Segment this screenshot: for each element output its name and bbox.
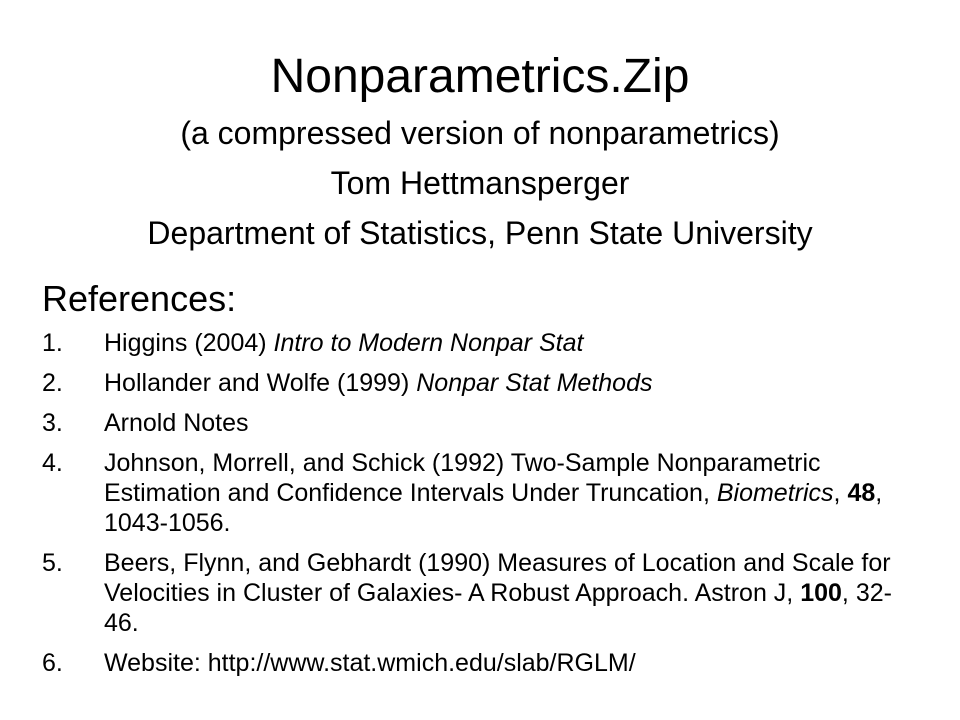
reference-text: Beers, Flynn, and Gebhardt (1990) Measures of Location and Scale for Velocities in Cluster of Galaxies- A Robust Approach. Astron J,: [104, 549, 891, 607]
references-heading: References:: [42, 278, 237, 319]
reference-number: 4.: [42, 449, 63, 477]
reference-number: 3.: [42, 409, 63, 437]
reference-pages: , 1043-1056.: [104, 479, 883, 537]
reference-pages: , 32-46.: [104, 579, 892, 637]
reference-separator: ,: [833, 479, 848, 507]
reference-number: 2.: [42, 369, 63, 397]
reference-text: Hollander and Wolfe (1999): [104, 369, 417, 397]
reference-item-2: [42, 368, 922, 398]
reference-journal: Biometrics: [716, 479, 834, 507]
title-block: [0, 46, 960, 258]
reference-text: Johnson, Morrell, and Schick (1992) Two-Sample Nonparametric Estimation and Confidence Intervals Under Truncation,: [104, 449, 821, 507]
references-list: [42, 328, 922, 678]
reference-item-4: [42, 448, 922, 538]
website-link[interactable]: http://www.stat.wmich.edu/slab/RGLM/: [207, 649, 636, 677]
reference-volume: 100: [800, 579, 842, 607]
reference-number: 5.: [42, 549, 63, 577]
reference-item-1: [42, 328, 922, 358]
reference-volume: 48: [847, 479, 876, 507]
slide-title: Nonparametrics.Zip: [270, 50, 690, 103]
author-affiliation: Department of Statistics, Penn State University: [147, 215, 813, 251]
slide-subtitle: (a compressed version of nonparametrics): [180, 115, 780, 151]
reference-item-6: [42, 648, 922, 678]
reference-text: Arnold Notes: [104, 409, 249, 437]
reference-title: Intro to Modern Nonpar Stat: [273, 329, 584, 357]
reference-text: Website:: [104, 649, 208, 677]
reference-number: 6.: [42, 649, 63, 677]
author-name: Tom Hettmansperger: [330, 165, 630, 201]
reference-number: 1.: [42, 329, 63, 357]
reference-title: Nonpar Stat Methods: [416, 369, 653, 397]
reference-item-5: [42, 548, 922, 638]
reference-text: Higgins (2004): [104, 329, 274, 357]
reference-item-3: [42, 408, 922, 438]
references-section: [42, 272, 922, 688]
